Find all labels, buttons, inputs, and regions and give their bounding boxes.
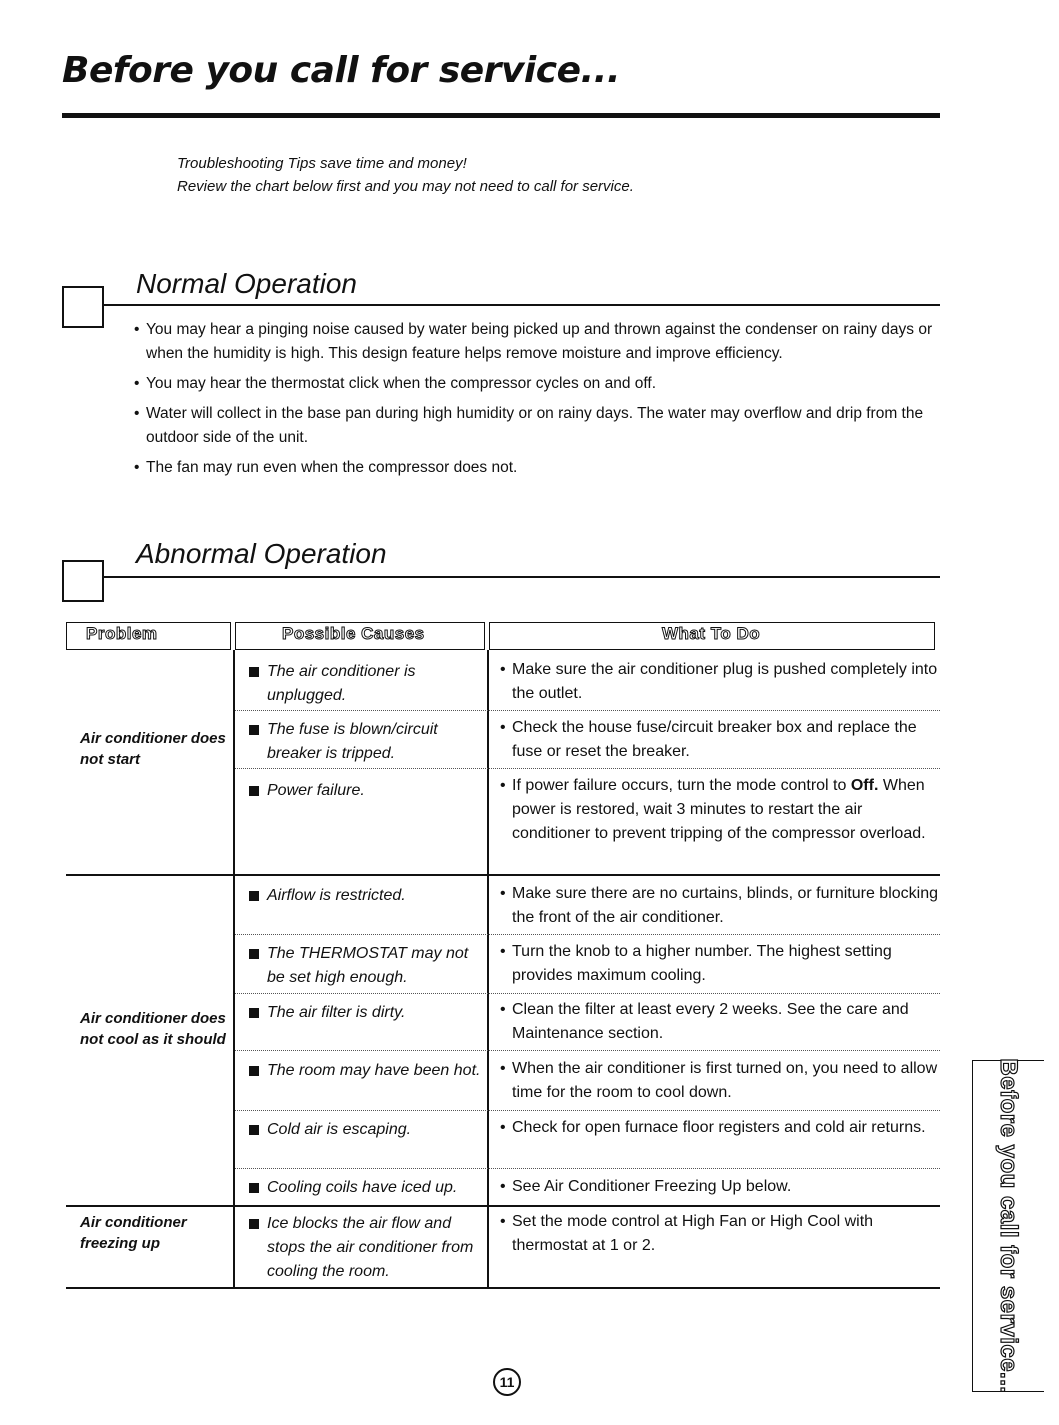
group-divider	[66, 874, 940, 876]
cause-text: Ice blocks the air flow and stops the air conditioner from cooling the room.	[267, 1215, 474, 1280]
action-item	[500, 1057, 940, 1105]
column-divider	[487, 650, 489, 1287]
action-text: Set the mode control at High Fan or High Cool with thermostat at 1 or 2.	[512, 1213, 874, 1254]
square-bullet-icon	[249, 891, 259, 901]
bullet-icon: •	[500, 1213, 506, 1230]
row-separator	[235, 1168, 940, 1169]
cause-text: Cooling coils have iced up.	[267, 1179, 458, 1196]
action-text: Turn the knob to a higher number. The highest setting provides maximum cooling.	[512, 943, 892, 984]
row-separator	[235, 768, 940, 769]
cause-item	[249, 884, 485, 908]
column-divider	[233, 650, 235, 1287]
square-bullet-icon	[249, 1008, 259, 1018]
action-item	[500, 1210, 920, 1258]
page-number: 11	[493, 1368, 521, 1396]
square-bullet-icon	[249, 1125, 259, 1135]
problem-label: Air conditioner freezing up	[80, 1214, 187, 1252]
title-rule	[62, 113, 940, 118]
square-bullet-icon	[249, 725, 259, 735]
header-problem: Problem	[86, 624, 158, 643]
bullet-icon: •	[500, 1060, 506, 1077]
abnormal-operation-title: Abnormal Operation	[136, 538, 387, 569]
side-tab-label: Before you call for service...	[995, 1058, 1022, 1394]
normal-operation-list	[134, 318, 940, 486]
row-separator	[235, 710, 940, 711]
intro-line-1: Troubleshooting Tips save time and money!	[177, 155, 467, 172]
cause-item	[249, 779, 485, 803]
row-separator	[235, 1050, 940, 1051]
bullet-icon: •	[500, 777, 506, 794]
cause-text: The air conditioner is unplugged.	[267, 663, 416, 704]
action-text: Make sure the air conditioner plug is pushed completely into the outlet.	[512, 661, 938, 702]
cause-item	[249, 1176, 485, 1200]
action-text: When the air conditioner is first turned on, you need to allow time for the room to cool down.	[512, 1060, 938, 1101]
action-bold: Off.	[850, 777, 879, 794]
square-bullet-icon	[249, 949, 259, 959]
cause-item	[249, 718, 485, 766]
section-marker-abnormal	[62, 560, 104, 602]
cause-item	[249, 942, 485, 990]
cause-item	[249, 1001, 485, 1025]
cause-text: The air filter is dirty.	[267, 1004, 406, 1021]
cause-item	[249, 1118, 485, 1142]
row-separator	[235, 934, 940, 935]
square-bullet-icon	[249, 667, 259, 677]
cause-text: The fuse is blown/circuit breaker is tripped.	[267, 721, 438, 762]
action-item	[500, 1175, 940, 1199]
problem-label: Air conditioner does not cool as it should	[80, 1010, 226, 1048]
list-item: • You may hear a pinging noise caused by water being picked up and thrown against the condenser on rainy days or when the humidity is high. This design feature helps remove moisture and improve efficiency.	[134, 318, 940, 366]
action-text: See Air Conditioner Freezing Up below.	[512, 1178, 792, 1195]
abnormal-section-rule	[104, 576, 940, 578]
row-separator	[235, 1110, 940, 1111]
normal-operation-title: Normal Operation	[136, 268, 357, 299]
action-text: Clean the filter at least every 2 weeks. See the care and Maintenance section.	[512, 1001, 909, 1042]
bullet-icon: •	[500, 1001, 506, 1018]
cause-text: The THERMOSTAT may not be set high enough.	[267, 945, 469, 986]
list-item: • The fan may run even when the compressor does not.	[134, 456, 940, 480]
bullet-icon: •	[500, 1119, 506, 1136]
group-divider	[66, 1205, 940, 1207]
list-item: • You may hear the thermostat click when the compressor cycles on and off.	[134, 372, 940, 396]
table-bottom-rule	[66, 1287, 940, 1289]
intro-line-2: Review the chart below first and you may not need to call for service.	[177, 178, 634, 195]
action-text: Check for open furnace floor registers and cold air returns.	[512, 1119, 926, 1136]
intro-text	[177, 152, 634, 198]
action-text: Make sure there are no curtains, blinds, or furniture blocking the front of the air conditioner.	[512, 885, 938, 926]
cause-text: The room may have been hot.	[267, 1062, 481, 1079]
action-text: Check the house fuse/circuit breaker box and replace the fuse or reset the breaker.	[512, 719, 917, 760]
square-bullet-icon	[249, 786, 259, 796]
bullet-icon: •	[500, 719, 506, 736]
bullet-icon: •	[500, 661, 506, 678]
action-item	[500, 998, 940, 1046]
action-text: If power failure occurs, turn the mode control to	[512, 777, 847, 794]
header-possible-causes: Possible Causes	[282, 624, 425, 643]
bullet-icon: •	[500, 1178, 506, 1195]
action-item	[500, 1116, 940, 1140]
cause-item	[249, 660, 485, 708]
page-title: Before you call for service...	[62, 50, 621, 91]
normal-section-rule	[104, 304, 940, 306]
action-item	[500, 882, 940, 930]
bullet-icon: •	[500, 885, 506, 902]
problem-label: Air conditioner does not start	[80, 730, 226, 768]
cause-text: Airflow is restricted.	[267, 887, 406, 904]
action-item	[500, 774, 940, 846]
bullet-icon: •	[500, 943, 506, 960]
row-separator	[235, 993, 940, 994]
action-item	[500, 716, 940, 764]
square-bullet-icon	[249, 1219, 259, 1229]
cause-item	[249, 1059, 485, 1083]
square-bullet-icon	[249, 1183, 259, 1193]
cause-text: Cold air is escaping.	[267, 1121, 412, 1138]
square-bullet-icon	[249, 1066, 259, 1076]
action-item	[500, 940, 940, 988]
list-item: • Water will collect in the base pan during high humidity or on rainy days. The water may overflow and drip from the outdoor side of the unit.	[134, 402, 940, 450]
action-text-continued: When power is restored, wait 3 minutes to restart the air conditioner to prevent tripping of the compressor overload.	[512, 777, 926, 842]
cause-item	[249, 1212, 481, 1284]
cause-text: Power failure.	[267, 782, 365, 799]
action-item	[500, 658, 940, 706]
section-marker-normal	[62, 286, 104, 328]
header-what-to-do: What To Do	[662, 624, 761, 643]
